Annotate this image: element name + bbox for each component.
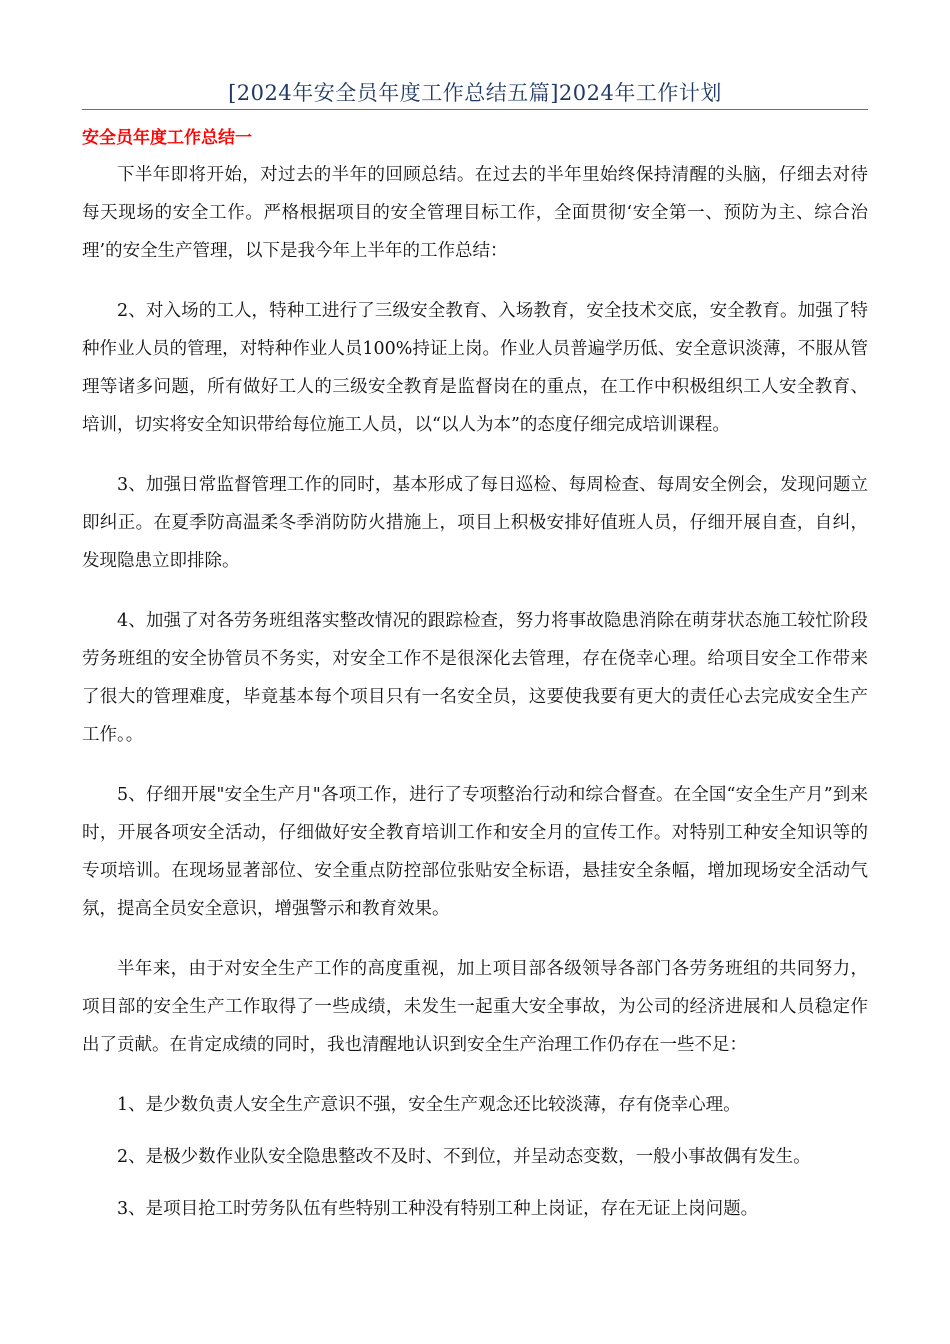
- paragraph-item-4: 4、加强了对各劳务班组落实整改情况的跟踪检查，努力将事故隐患消除在萌芽状态施工较忙阶段劳务班组的安全协管员不务实，对安全工作不是很深化去管理，存在侥幸心理。给项目安全工作带来了很大的管理难度，毕竟基本每个项目只有一名安全员，这要使我要有更大的责任心去完成安全生产工作。。: [82, 611, 868, 745]
- paragraph-shortfall-3: 3、是项目抢工时劳务队伍有些特别工种没有特别工种上岗证，存在无证上岗问题。: [117, 1199, 759, 1219]
- paragraph-summary: 半年来，由于对安全生产工作的高度重视，加上项目部各级领导各部门各劳务班组的共同努力，项目部的安全生产工作取得了一些成绩，未发生一起重大安全事故，为公司的经济进展和人员稳定作出了贡献。在肯定成绩的同时，我也清醒地认识到安全生产治理工作仍存在一些不足：: [82, 959, 868, 1055]
- header-divider: [82, 109, 868, 110]
- paragraph-intro: 下半年即将开始，对过去的半年的回顾总结。在过去的半年里始终保持清醒的头脑，仔细去对待每天现场的安全工作。严格根据项目的安全管理目标工作，全面贯彻‘安全第一、预防为主、综合治理’的安全生产管理，以下是我今年上半年的工作总结：: [82, 165, 868, 261]
- paragraph-shortfall-2: 2、是极少数作业队安全隐患整改不及时、不到位，并呈动态变数，一般小事故偶有发生。: [117, 1147, 811, 1167]
- paragraph-item-2: 2、对入场的工人，特种工进行了三级安全教育、入场教育，安全技术交底，安全教育。加强了特种作业人员的管理，对特种作业人员100%持证上岗。作业人员普遍学历低、安全意识淡薄，不服从管理等诸多问题，所有做好工人的三级安全教育是监督岗在的重点，在工作中积极组织工人安全教育、培训，切实将安全知识带给每位施工人员，以“以人为本”的态度仔细完成培训课程。: [82, 301, 868, 435]
- page-header-title: [2024年安全员年度工作总结五篇]2024年工作计划: [228, 81, 722, 105]
- section-title: 安全员年度工作总结一: [82, 128, 252, 148]
- paragraph-item-5: 5、仔细开展"安全生产月"各项工作，进行了专项整治行动和综合督查。在全国“安全生产月”到来时，开展各项安全活动，仔细做好安全教育培训工作和安全月的宣传工作。对特别工种安全知识等的专项培训。在现场显著部位、安全重点防控部位张贴安全标语，悬挂安全条幅，增加现场安全活动气氛，提高全员安全意识，增强警示和教育效果。: [82, 785, 868, 919]
- paragraph-item-3: 3、加强日常监督管理工作的同时，基本形成了每日巡检、每周检查、每周安全例会，发现问题立即纠正。在夏季防高温柔冬季消防防火措施上，项目上积极安排好值班人员，仔细开展自查，自纠，发现隐患立即排除。: [82, 475, 868, 571]
- paragraph-shortfall-1: 1、是少数负责人安全生产意识不强，安全生产观念还比较淡薄，存有侥幸心理。: [117, 1095, 741, 1115]
